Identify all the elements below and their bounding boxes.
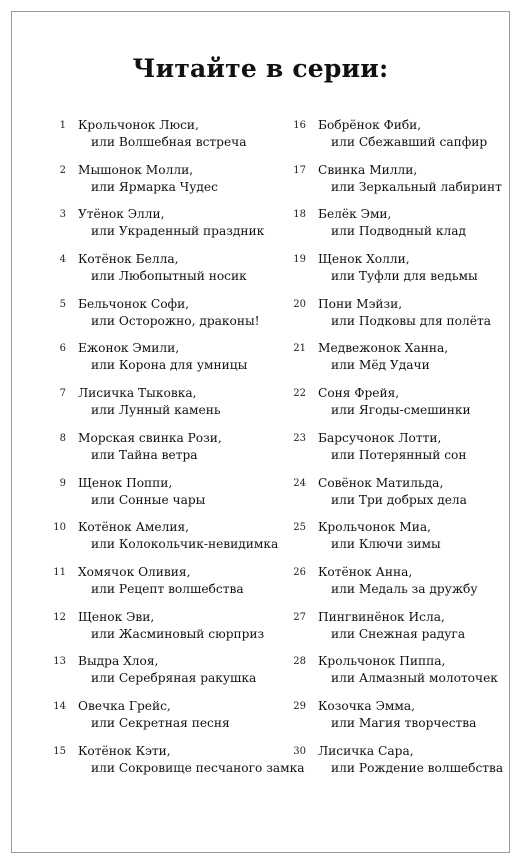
book-character-name: Крольчонок Пиппа, bbox=[318, 654, 446, 669]
book-character-name: Щенок Холли, bbox=[318, 252, 410, 267]
book-title bbox=[318, 564, 478, 598]
book-list-item bbox=[44, 425, 276, 470]
book-list-item bbox=[284, 693, 509, 738]
book-list-item bbox=[44, 201, 276, 246]
book-list-item bbox=[284, 738, 509, 783]
book-number: 11 bbox=[53, 566, 66, 578]
book-title bbox=[318, 162, 502, 196]
book-title bbox=[78, 251, 247, 285]
book-number: 1 bbox=[59, 120, 66, 131]
book-list-item bbox=[44, 380, 276, 425]
book-title bbox=[78, 698, 230, 732]
book-number: 5 bbox=[59, 298, 66, 310]
book-subtitle: или Мёд Удачи bbox=[331, 358, 430, 373]
book-character-name: Котёнок Кэти, bbox=[78, 743, 171, 758]
book-list-item bbox=[284, 380, 509, 425]
book-subtitle: или Секретная песня bbox=[91, 715, 230, 730]
book-title bbox=[78, 162, 218, 196]
book-number: 22 bbox=[293, 388, 306, 400]
book-list-item bbox=[44, 157, 276, 202]
book-number: 13 bbox=[53, 656, 66, 668]
book-list-item bbox=[284, 559, 509, 604]
book-title bbox=[318, 519, 441, 553]
book-title bbox=[318, 385, 471, 419]
book-subtitle: или Подковы для полёта bbox=[331, 313, 491, 328]
book-subtitle: или Зеркальный лабиринт bbox=[331, 179, 502, 194]
book-subtitle: или Подводный клад bbox=[331, 224, 466, 239]
book-character-name: Медвежонок Ханна, bbox=[318, 341, 449, 356]
page-title: Читайте в серии: bbox=[132, 54, 389, 83]
book-character-name: Утёнок Элли, bbox=[78, 207, 165, 222]
book-number: 8 bbox=[59, 432, 66, 444]
book-list-item bbox=[284, 335, 509, 380]
book-subtitle: или Медаль за дружбу bbox=[331, 581, 478, 596]
book-character-name: Пони Мэйзи, bbox=[318, 296, 403, 311]
book-number: 24 bbox=[293, 477, 306, 489]
book-number: 2 bbox=[59, 164, 66, 176]
book-subtitle: или Магия творчества bbox=[331, 715, 477, 730]
book-title bbox=[78, 340, 247, 374]
book-title bbox=[318, 251, 478, 285]
book-character-name: Барсучонок Лотти, bbox=[318, 430, 442, 445]
book-title bbox=[318, 117, 487, 151]
book-character-name: Соня Фрейя, bbox=[318, 386, 400, 401]
book-character-name: Лисичка Тыковка, bbox=[78, 386, 197, 401]
book-number: 3 bbox=[59, 209, 66, 221]
book-subtitle: или Ключи зимы bbox=[331, 537, 441, 552]
book-title bbox=[78, 296, 260, 330]
book-number: 21 bbox=[293, 343, 306, 355]
book-character-name: Крольчонок Люси, bbox=[78, 118, 199, 132]
book-number: 18 bbox=[293, 209, 306, 221]
book-list-item bbox=[284, 246, 509, 291]
book-number: 16 bbox=[293, 120, 306, 131]
book-title bbox=[78, 519, 278, 553]
book-title bbox=[318, 430, 467, 464]
book-title bbox=[318, 698, 476, 732]
book-title bbox=[318, 206, 466, 240]
book-subtitle: или Сбежавший сапфир bbox=[331, 135, 488, 149]
book-character-name: Лисичка Сара, bbox=[318, 743, 414, 758]
book-number: 19 bbox=[293, 254, 306, 266]
book-subtitle: или Колокольчик-невидимка bbox=[91, 537, 279, 552]
book-character-name: Морская свинка Рози, bbox=[78, 430, 222, 445]
book-subtitle: или Ярмарка Чудес bbox=[91, 179, 218, 194]
book-title bbox=[318, 475, 467, 509]
book-number: 26 bbox=[293, 566, 306, 578]
book-list-item bbox=[44, 246, 276, 291]
page-frame bbox=[11, 11, 510, 853]
book-list-item bbox=[44, 693, 276, 738]
book-subtitle: или Сокровище песчаного замка bbox=[91, 760, 305, 775]
book-list-item bbox=[284, 157, 509, 202]
book-character-name: Мышонок Молли, bbox=[78, 162, 194, 177]
book-character-name: Козочка Эмма, bbox=[318, 698, 415, 713]
book-title bbox=[78, 564, 244, 598]
book-character-name: Ежонок Эмили, bbox=[78, 341, 180, 356]
book-list-item bbox=[44, 335, 276, 380]
book-subtitle: или Рецепт волшебства bbox=[91, 581, 244, 596]
book-list-item bbox=[284, 291, 509, 336]
book-subtitle: или Лунный камень bbox=[91, 403, 221, 418]
book-title bbox=[318, 609, 465, 643]
book-title bbox=[78, 206, 264, 240]
book-title bbox=[318, 653, 498, 687]
book-subtitle: или Туфли для ведьмы bbox=[331, 269, 478, 284]
book-list-item bbox=[284, 648, 509, 693]
book-character-name: Свинка Милли, bbox=[318, 162, 418, 177]
book-number: 17 bbox=[293, 164, 306, 176]
book-number: 7 bbox=[59, 388, 66, 400]
book-title bbox=[318, 743, 503, 777]
book-list-item bbox=[284, 201, 509, 246]
book-list-item bbox=[44, 604, 276, 649]
book-character-name: Бобрёнок Фиби, bbox=[318, 118, 422, 132]
book-subtitle: или Украденный праздник bbox=[91, 224, 265, 239]
book-number: 6 bbox=[59, 343, 66, 355]
book-character-name: Белёк Эми, bbox=[318, 207, 392, 222]
book-title bbox=[78, 385, 220, 419]
book-character-name: Пингвинёнок Исла, bbox=[318, 609, 445, 624]
book-character-name: Совёнок Матильда, bbox=[318, 475, 444, 490]
book-number: 30 bbox=[293, 745, 306, 757]
book-title bbox=[318, 340, 448, 374]
book-list-item bbox=[44, 112, 276, 157]
book-number: 9 bbox=[59, 477, 66, 489]
book-character-name: Крольчонок Миа, bbox=[318, 520, 432, 535]
book-title bbox=[78, 609, 264, 643]
book-number: 20 bbox=[293, 298, 306, 310]
book-character-name: Щенок Эви, bbox=[78, 609, 155, 624]
book-list-item bbox=[44, 291, 276, 336]
book-number: 28 bbox=[293, 656, 306, 668]
book-number: 12 bbox=[53, 611, 66, 623]
book-number: 27 bbox=[293, 611, 306, 623]
book-subtitle: или Серебряная ракушка bbox=[91, 671, 257, 686]
book-character-name: Котёнок Анна, bbox=[318, 564, 413, 579]
book-title bbox=[78, 117, 247, 151]
book-list-item bbox=[44, 559, 276, 604]
book-character-name: Хомячок Оливия, bbox=[78, 564, 191, 579]
book-title bbox=[78, 475, 205, 509]
book-title bbox=[318, 296, 491, 330]
book-number: 23 bbox=[293, 432, 306, 444]
book-list-item bbox=[44, 648, 276, 693]
book-character-name: Щенок Поппи, bbox=[78, 475, 173, 490]
book-subtitle: или Три добрых дела bbox=[331, 492, 467, 507]
book-list-right bbox=[284, 112, 509, 782]
book-subtitle: или Жасминовый сюрприз bbox=[91, 626, 265, 641]
book-list-item bbox=[44, 514, 279, 559]
book-number: 14 bbox=[53, 700, 66, 712]
book-list-item bbox=[284, 425, 509, 470]
book-subtitle: или Корона для умницы bbox=[91, 358, 248, 373]
book-subtitle: или Алмазный молоточек bbox=[331, 671, 498, 686]
book-list-item bbox=[44, 470, 276, 515]
book-number: 29 bbox=[293, 700, 306, 712]
book-title bbox=[78, 653, 256, 687]
book-subtitle: или Волшебная встреча bbox=[91, 135, 247, 149]
book-title bbox=[78, 743, 305, 777]
book-subtitle: или Тайна ветра bbox=[91, 447, 198, 462]
book-title bbox=[78, 430, 222, 464]
book-character-name: Выдра Хлоя, bbox=[78, 654, 159, 669]
book-subtitle: или Рождение волшебства bbox=[331, 760, 504, 775]
book-subtitle: или Осторожно, драконы! bbox=[91, 313, 260, 328]
book-subtitle: или Снежная радуга bbox=[331, 626, 466, 641]
book-number: 10 bbox=[53, 522, 66, 534]
book-character-name: Овечка Грейс, bbox=[78, 698, 171, 713]
book-character-name: Котёнок Амелия, bbox=[78, 520, 190, 535]
book-character-name: Бельчонок Софи, bbox=[78, 296, 190, 311]
book-number: 25 bbox=[293, 522, 306, 534]
book-list-item bbox=[284, 604, 509, 649]
book-subtitle: или Ягоды-смешинки bbox=[331, 403, 471, 418]
book-subtitle: или Сонные чары bbox=[91, 492, 206, 507]
book-subtitle: или Любопытный носик bbox=[91, 269, 247, 284]
book-list-item bbox=[284, 112, 509, 157]
book-number: 15 bbox=[53, 745, 66, 757]
book-list-item bbox=[284, 514, 509, 559]
book-list-item bbox=[284, 470, 509, 515]
book-subtitle: или Потерянный сон bbox=[331, 447, 467, 462]
book-character-name: Котёнок Белла, bbox=[78, 252, 179, 267]
book-number: 4 bbox=[59, 254, 66, 266]
